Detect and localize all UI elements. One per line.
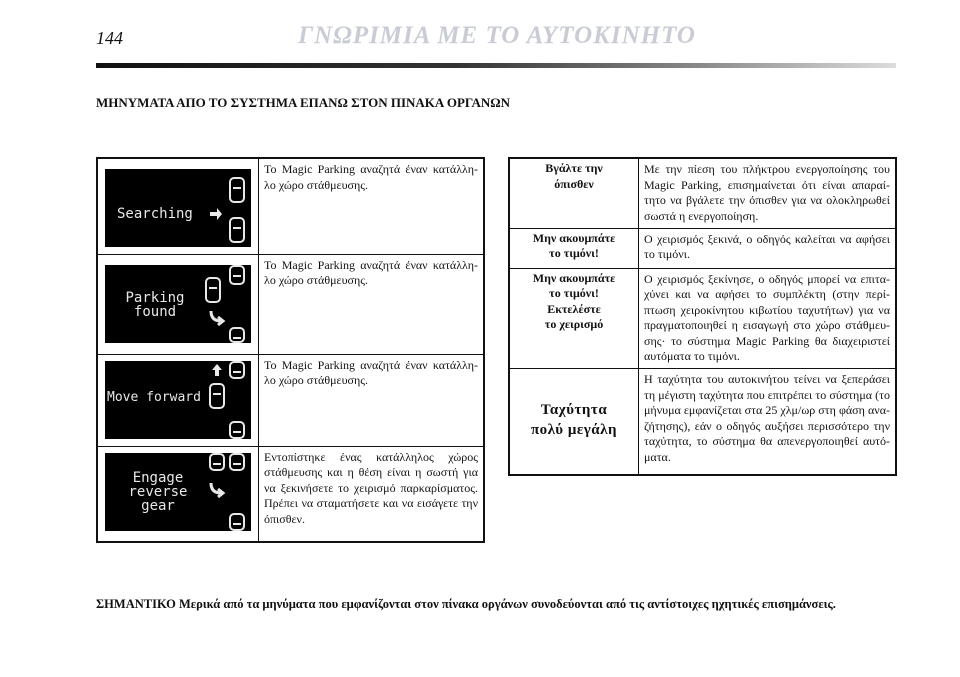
table-row	[97, 354, 484, 446]
message-description: Η ταχύτητα του αυτοκινήτου τείνει να ξεπεράσει τη μέγιστη ταχύτητα που επιτρέπει το σύστημα (το μήνυμα εμφανίζεται στα 25 χλμ/ωρ στη φάση ανα-ζήτησης), εάν ο οδηγός αυξήσει περισσότερο την ταχύτητα, το σύστημα θα απενεργοποιηθεί αυτό-ματα.	[639, 369, 897, 475]
display-cell	[97, 446, 259, 542]
curve-arrow-icon	[209, 481, 227, 499]
message-description: Ο χειρισμός ξεκινά, ο οδηγός καλείται να αφήσει το τιμόνι.	[639, 228, 897, 268]
message-description: Με την πίεση του πλήκτρου ενεργοποίησης του Magic Parking, επισημαίνεται ότι είναι απαραί-τητο να βγάλετε την όπισθεν για να ολοκληρωθεί σωστά η ενεργοποίηση.	[639, 158, 897, 228]
car-top-icon	[229, 513, 245, 531]
car-top-icon	[229, 327, 245, 343]
display-cell	[97, 254, 259, 354]
message-description: Το Magic Parking αναζητά έναν κατάλλη-λο χώρο στάθμευσης.	[259, 354, 485, 446]
lcd-display	[105, 265, 251, 343]
display-message: Parking found	[125, 289, 185, 320]
curve-arrow-icon	[209, 309, 227, 327]
header-rule	[96, 63, 896, 68]
car-top-icon	[209, 383, 225, 409]
lcd-display	[105, 169, 251, 247]
car-top-icon	[209, 453, 225, 471]
car-top-icon	[229, 421, 245, 439]
message-description: Το Magic Parking αναζητά έναν κατάλλη-λο χώρο στάθμευσης.	[259, 254, 485, 354]
message-label: Μην ακουμπάτε το τιμόνι! Εκτελέστε το χειρισμό	[509, 268, 639, 369]
lcd-display	[105, 453, 251, 531]
car-top-icon	[229, 453, 245, 471]
message-label: Μην ακουμπάτε το τιμόνι!	[509, 228, 639, 268]
message-description: Ο χειρισμός ξεκίνησε, ο οδηγός μπορεί να επιτα-χύνει και να αφήσει το συμπλέκτη (στην περί-πτωση χειροκίνητου κιβωτίου ταχυτήτων) για να πραγματοποιηθεί η εισαγωγή στο χώρο στάθμευ-σης· το σύστημα Magic Parking θα διαχειριστεί αυτόματα το τιμόνι.	[639, 268, 897, 369]
message-label: Βγάλτε την όπισθεν	[509, 158, 639, 228]
arrow-right-icon	[209, 207, 223, 221]
table-row	[509, 228, 896, 268]
car-top-icon	[229, 361, 245, 379]
arrow-up-icon	[211, 363, 223, 377]
car-top-icon	[229, 177, 245, 203]
lcd-display	[105, 361, 251, 439]
display-messages-table	[96, 157, 485, 543]
display-message: Move forward	[107, 389, 201, 405]
car-top-icon	[229, 217, 245, 243]
display-message: Searching	[117, 206, 193, 222]
car-top-icon	[205, 277, 221, 303]
page-number: 144	[96, 28, 123, 48]
display-cell	[97, 354, 259, 446]
important-note: ΣΗΜΑΝΤΙΚΟ Μερικά από τα μηνύματα που εμφανίζονται στον πίνακα οργάνων συνοδεύονται από τις αντίστοιχες ηχητικές επισημάνσεις.	[96, 597, 836, 611]
table-row	[509, 369, 896, 475]
section-heading: ΜΗΝΥΜΑΤΑ ΑΠΟ ΤΟ ΣΥΣΤΗΜΑ ΕΠΑΝΩ ΣΤΟΝ ΠΙΝΑΚΑ ΟΡΓΑΝΩΝ	[96, 95, 511, 110]
system-messages-table	[508, 157, 897, 476]
display-message: Engage reverse gear	[128, 469, 188, 514]
table-row	[97, 254, 484, 354]
message-description: Το Magic Parking αναζητά έναν κατάλλη-λο χώρο στάθμευσης.	[259, 158, 485, 254]
page-title: ΓΝΩΡΙΜΙΑ ΜΕ ΤΟ ΑΥΤΟΚΙΝΗΤΟ	[298, 22, 696, 49]
table-row	[509, 268, 896, 369]
table-row	[509, 158, 896, 228]
message-description: Εντοπίστηκε ένας κατάλληλος χώρος στάθμευσης και η θέση είναι η σωστή για να ξεκινήσετε το χειρισμό παρκαρίσματος. Πρέπει να σταματήσετε και να εισάγετε την όπισθεν.	[259, 446, 485, 542]
table-row	[97, 446, 484, 542]
car-top-icon	[229, 265, 245, 285]
table-row	[97, 158, 484, 254]
message-label: Ταχύτητα πολύ μεγάλη	[509, 369, 639, 475]
display-cell	[97, 158, 259, 254]
